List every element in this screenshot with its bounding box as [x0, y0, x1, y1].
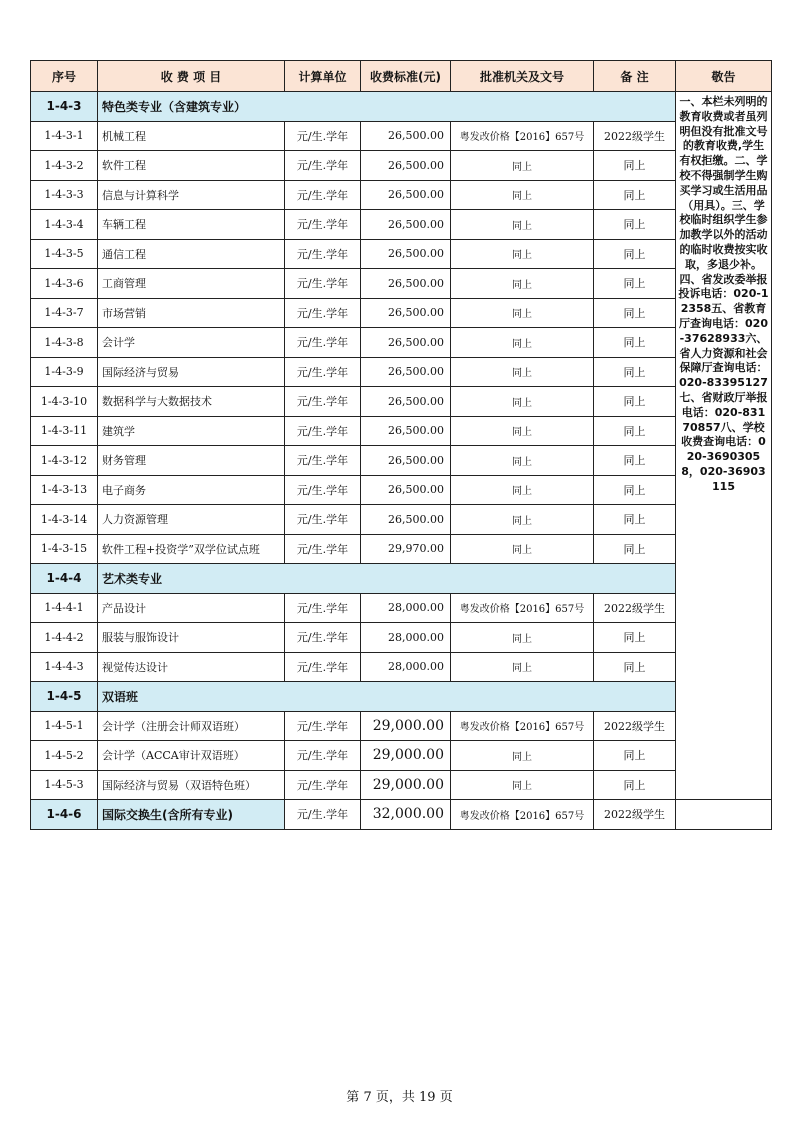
row-note: 同上 — [594, 239, 676, 269]
row-authority: 同上 — [451, 269, 594, 299]
row-authority: 同上 — [451, 475, 594, 505]
row-authority: 粤发改价格【2016】657号 — [451, 711, 594, 741]
row-authority: 同上 — [451, 357, 594, 387]
row-fee: 26,500.00 — [361, 298, 451, 328]
table-row — [31, 180, 772, 210]
row-note: 同上 — [594, 770, 676, 800]
table-row — [31, 623, 772, 653]
row-code: 1-4-3-8 — [31, 328, 98, 358]
section-title: 特色类专业（含建筑专业） — [98, 92, 676, 122]
table-row — [31, 534, 772, 564]
table-row — [31, 711, 772, 741]
row-fee: 28,000.00 — [361, 652, 451, 682]
row-fee: 29,000.00 — [361, 770, 451, 800]
row-authority: 同上 — [451, 652, 594, 682]
row-unit: 元/生.学年 — [285, 534, 361, 564]
row-unit: 元/生.学年 — [285, 298, 361, 328]
row-note: 同上 — [594, 505, 676, 535]
row-unit: 元/生.学年 — [285, 446, 361, 476]
table-row — [31, 151, 772, 181]
row-authority: 同上 — [451, 151, 594, 181]
row-authority: 同上 — [451, 298, 594, 328]
header-fee: 收费标准(元) — [361, 61, 451, 92]
row-name: 市场营销 — [98, 298, 285, 328]
table-row — [31, 446, 772, 476]
table-row — [31, 269, 772, 299]
table-row — [31, 387, 772, 417]
row-code: 1-4-3-1 — [31, 121, 98, 151]
row-unit: 元/生.学年 — [285, 121, 361, 151]
row-name: 视觉传达设计 — [98, 652, 285, 682]
row-authority: 同上 — [451, 505, 594, 535]
row-code: 1-4-3-5 — [31, 239, 98, 269]
table-row — [31, 357, 772, 387]
footer-prefix: 第 — [346, 1090, 360, 1105]
row-fee: 26,500.00 — [361, 328, 451, 358]
table-row — [31, 505, 772, 535]
row-fee: 26,500.00 — [361, 121, 451, 151]
row-fee: 26,500.00 — [361, 210, 451, 240]
row-note: 同上 — [594, 475, 676, 505]
notice-cell: 一、本栏未列明的教育收费或者虽列明但没有批准文号的教育收费,学生有权拒缴。二、学校不得强制学生购买学习或生活用品（用具）。三、学校临时组织学生参加教学以外的活动的临时收费按实收取，多退少补。四、省发改委举报投诉电话：020-12358五、省教育厅查询电话：020-37628933六、省人力资源和社会保障厅查询电话：020-83395127七、省财政厅举报电话：020-83170857八、学校收费查询电话：020-36903058，020-36903115 — [676, 92, 772, 800]
row-fee: 26,500.00 — [361, 387, 451, 417]
exchange-note: 2022级学生 — [594, 800, 676, 830]
row-name: 软件工程+投资学”双学位试点班 — [98, 534, 285, 564]
row-note: 同上 — [594, 416, 676, 446]
row-authority: 同上 — [451, 534, 594, 564]
fee-sheet — [30, 60, 772, 830]
row-name: 人力资源管理 — [98, 505, 285, 535]
row-unit: 元/生.学年 — [285, 180, 361, 210]
section-code: 1-4-4 — [31, 564, 98, 594]
row-name: 车辆工程 — [98, 210, 285, 240]
row-authority: 同上 — [451, 446, 594, 476]
row-code: 1-4-4-2 — [31, 623, 98, 653]
row-fee: 29,970.00 — [361, 534, 451, 564]
row-code: 1-4-3-9 — [31, 357, 98, 387]
row-authority: 同上 — [451, 180, 594, 210]
row-fee: 28,000.00 — [361, 623, 451, 653]
section-row — [31, 682, 772, 712]
table-row — [31, 298, 772, 328]
row-unit: 元/生.学年 — [285, 210, 361, 240]
section-code: 1-4-3 — [31, 92, 98, 122]
header-item: 收 费 项 目 — [98, 61, 285, 92]
row-fee: 26,500.00 — [361, 269, 451, 299]
row-code: 1-4-3-4 — [31, 210, 98, 240]
page-footer — [0, 1086, 799, 1105]
row-unit: 元/生.学年 — [285, 741, 361, 771]
row-note: 2022级学生 — [594, 121, 676, 151]
row-name: 会计学（ACCA审计双语班） — [98, 741, 285, 771]
table-row — [31, 652, 772, 682]
row-unit: 元/生.学年 — [285, 151, 361, 181]
row-fee: 26,500.00 — [361, 505, 451, 535]
row-unit: 元/生.学年 — [285, 387, 361, 417]
row-note: 2022级学生 — [594, 711, 676, 741]
row-name: 国际经济与贸易 — [98, 357, 285, 387]
fee-table-body — [31, 92, 772, 830]
row-code: 1-4-3-11 — [31, 416, 98, 446]
row-code: 1-4-3-7 — [31, 298, 98, 328]
table-row — [31, 328, 772, 358]
row-authority: 同上 — [451, 416, 594, 446]
table-row — [31, 770, 772, 800]
row-authority: 同上 — [451, 387, 594, 417]
header-authority: 批准机关及文号 — [451, 61, 594, 92]
row-fee: 28,000.00 — [361, 593, 451, 623]
row-name: 国际经济与贸易（双语特色班） — [98, 770, 285, 800]
row-unit: 元/生.学年 — [285, 239, 361, 269]
row-name: 会计学（注册会计师双语班） — [98, 711, 285, 741]
row-note: 同上 — [594, 298, 676, 328]
row-name: 通信工程 — [98, 239, 285, 269]
footer-total: 19 — [419, 1090, 436, 1105]
table-row — [31, 475, 772, 505]
row-note: 同上 — [594, 328, 676, 358]
row-name: 电子商务 — [98, 475, 285, 505]
row-authority: 粤发改价格【2016】657号 — [451, 593, 594, 623]
table-row — [31, 593, 772, 623]
row-code: 1-4-5-3 — [31, 770, 98, 800]
row-unit: 元/生.学年 — [285, 505, 361, 535]
section-code: 1-4-5 — [31, 682, 98, 712]
row-name: 数据科学与大数据技术 — [98, 387, 285, 417]
row-note: 同上 — [594, 446, 676, 476]
row-unit: 元/生.学年 — [285, 357, 361, 387]
row-authority: 同上 — [451, 210, 594, 240]
section-title: 双语班 — [98, 682, 676, 712]
row-fee: 26,500.00 — [361, 357, 451, 387]
row-unit: 元/生.学年 — [285, 269, 361, 299]
row-fee: 26,500.00 — [361, 416, 451, 446]
row-unit: 元/生.学年 — [285, 475, 361, 505]
exchange-name: 国际交换生(含所有专业) — [98, 800, 285, 830]
row-note: 同上 — [594, 652, 676, 682]
row-authority: 同上 — [451, 623, 594, 653]
section-row — [31, 92, 772, 122]
header-code: 序号 — [31, 61, 98, 92]
exchange-code: 1-4-6 — [31, 800, 98, 830]
row-fee: 26,500.00 — [361, 180, 451, 210]
header-notice: 敬告 — [676, 61, 772, 92]
row-authority: 同上 — [451, 328, 594, 358]
row-code: 1-4-3-3 — [31, 180, 98, 210]
row-code: 1-4-5-1 — [31, 711, 98, 741]
row-name: 建筑学 — [98, 416, 285, 446]
exchange-authority: 粤发改价格【2016】657号 — [451, 800, 594, 830]
row-unit: 元/生.学年 — [285, 652, 361, 682]
header-row — [31, 61, 772, 92]
row-authority: 同上 — [451, 770, 594, 800]
header-note: 备 注 — [594, 61, 676, 92]
exchange-unit: 元/生.学年 — [285, 800, 361, 830]
exchange-row — [31, 800, 772, 830]
row-name: 会计学 — [98, 328, 285, 358]
table-row — [31, 210, 772, 240]
row-fee: 29,000.00 — [361, 741, 451, 771]
row-note: 同上 — [594, 269, 676, 299]
row-note: 同上 — [594, 210, 676, 240]
row-code: 1-4-4-3 — [31, 652, 98, 682]
table-row — [31, 121, 772, 151]
row-unit: 元/生.学年 — [285, 416, 361, 446]
row-unit: 元/生.学年 — [285, 623, 361, 653]
row-authority: 同上 — [451, 239, 594, 269]
row-note: 同上 — [594, 534, 676, 564]
footer-mid: 页，共 — [375, 1090, 415, 1105]
fee-table — [30, 60, 772, 830]
row-fee: 26,500.00 — [361, 239, 451, 269]
table-row — [31, 416, 772, 446]
footer-page: 7 — [363, 1090, 372, 1105]
header-unit: 计算单位 — [285, 61, 361, 92]
row-name: 工商管理 — [98, 269, 285, 299]
row-code: 1-4-3-14 — [31, 505, 98, 535]
table-row — [31, 741, 772, 771]
row-code: 1-4-3-2 — [31, 151, 98, 181]
row-name: 机械工程 — [98, 121, 285, 151]
row-fee: 26,500.00 — [361, 446, 451, 476]
row-note: 同上 — [594, 623, 676, 653]
row-note: 同上 — [594, 741, 676, 771]
section-row — [31, 564, 772, 594]
row-authority: 粤发改价格【2016】657号 — [451, 121, 594, 151]
row-name: 财务管理 — [98, 446, 285, 476]
exchange-notice-empty — [676, 800, 772, 830]
row-fee: 26,500.00 — [361, 475, 451, 505]
row-unit: 元/生.学年 — [285, 593, 361, 623]
row-unit: 元/生.学年 — [285, 328, 361, 358]
row-unit: 元/生.学年 — [285, 770, 361, 800]
row-note: 同上 — [594, 151, 676, 181]
row-code: 1-4-3-13 — [31, 475, 98, 505]
row-code: 1-4-3-15 — [31, 534, 98, 564]
row-name: 软件工程 — [98, 151, 285, 181]
row-code: 1-4-4-1 — [31, 593, 98, 623]
row-fee: 29,000.00 — [361, 711, 451, 741]
row-name: 产品设计 — [98, 593, 285, 623]
row-note: 同上 — [594, 357, 676, 387]
row-note: 同上 — [594, 180, 676, 210]
table-row — [31, 239, 772, 269]
footer-suffix: 页 — [439, 1090, 453, 1105]
row-code: 1-4-5-2 — [31, 741, 98, 771]
row-authority: 同上 — [451, 741, 594, 771]
row-name: 服装与服饰设计 — [98, 623, 285, 653]
row-fee: 26,500.00 — [361, 151, 451, 181]
row-name: 信息与计算科学 — [98, 180, 285, 210]
row-code: 1-4-3-10 — [31, 387, 98, 417]
exchange-fee: 32,000.00 — [361, 800, 451, 830]
row-code: 1-4-3-6 — [31, 269, 98, 299]
section-title: 艺术类专业 — [98, 564, 676, 594]
row-note: 2022级学生 — [594, 593, 676, 623]
row-code: 1-4-3-12 — [31, 446, 98, 476]
row-unit: 元/生.学年 — [285, 711, 361, 741]
row-note: 同上 — [594, 387, 676, 417]
